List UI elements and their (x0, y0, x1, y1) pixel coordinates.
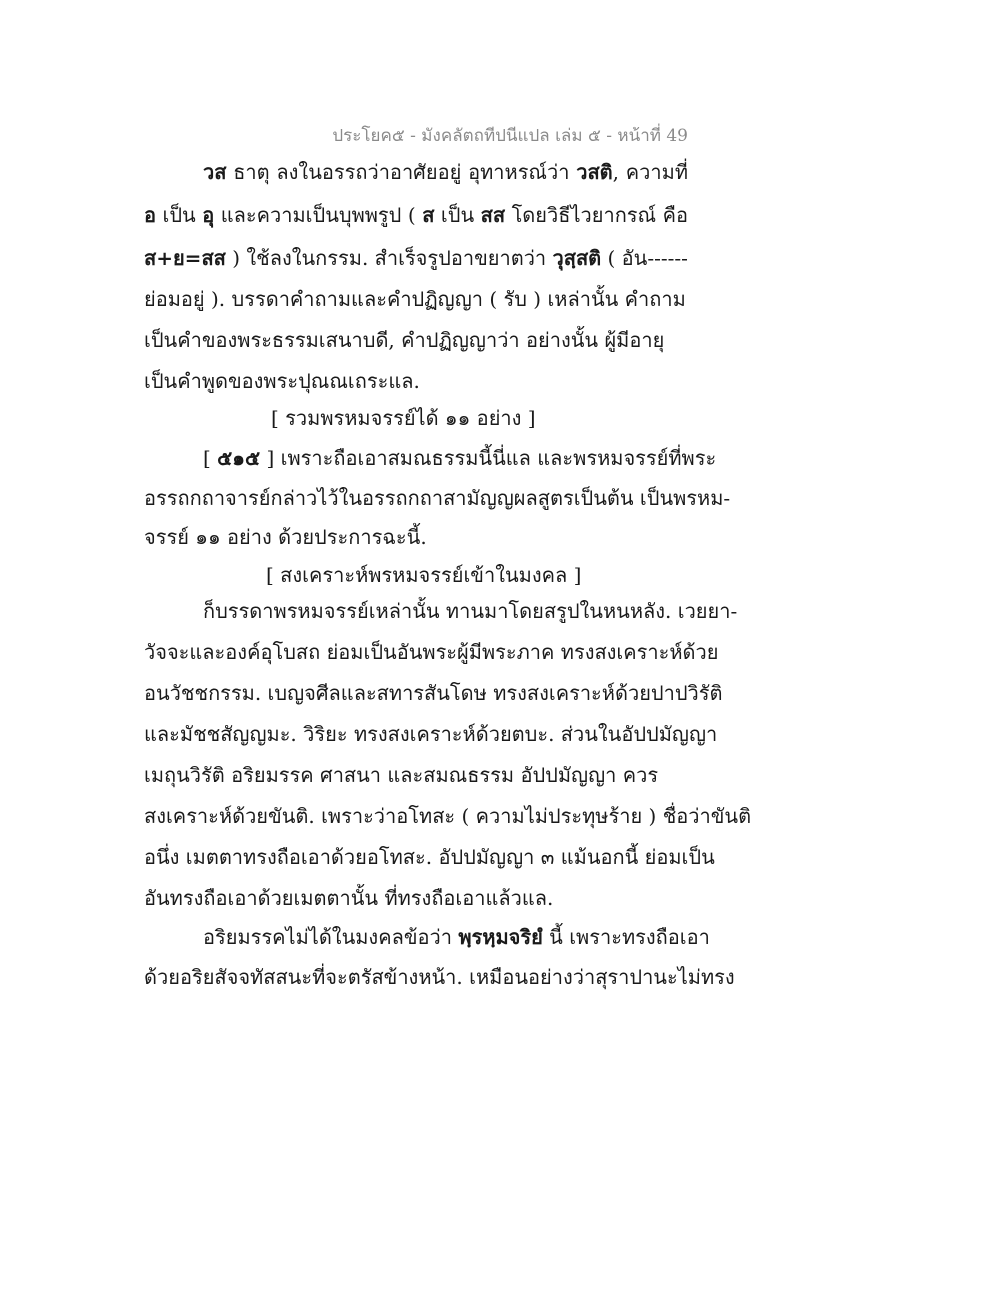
paragraph-2-line-1: [ ๕๑๕ ] เพราะถือเอาสมณธรรมนี้นี่แล และพรหมจรรย์ที่พระ (203, 446, 717, 470)
paragraph-3-line-1: ก็บรรดาพรหมจรรย์เหล่านั้น ทานมาโดยสรูปในหนหลัง. เวยยา- (203, 599, 738, 623)
section-heading-2: [ สงเคราะห์พรหมจรรย์เข้าในมงคล ] (266, 563, 582, 587)
paragraph-3-line-4: และมัชชสัญญมะ. วิริยะ ทรงสงเคราะห์ด้วยตบะ. ส่วนในอัปปมัญญา (144, 722, 718, 746)
paragraph-1-line-3: ส+ย=สส ) ใช้ลงในกรรม. สำเร็จรูปอาขยาตว่า วุสฺสติ ( อัน------ (144, 246, 688, 270)
bold-term: อุ (202, 203, 215, 227)
paragraph-1-line-6: เป็นคำพูดของพระปุณณเถระแล. (144, 369, 420, 393)
bold-term: วส (203, 160, 227, 184)
paragraph-3-line-8: อันทรงถือเอาด้วยเมตตานั้น ที่ทรงถือเอาแล้วแล. (144, 886, 554, 910)
paragraph-2-line-2: อรรถกถาจารย์กล่าวไว้ในอรรถกถาสามัญญผลสูตรเป็นต้น เป็นพรหม- (144, 486, 731, 510)
paragraph-3-line-5: เมถุนวิรัติ อริยมรรค ศาสนา และสมณธรรม อัปปมัญญา ควร (144, 763, 659, 787)
paragraph-1-line-1: วส ธาตุ ลงในอรรถว่าอาศัยอยู่ อุทาหรณ์ว่า วสติ, ความที่ (203, 160, 689, 184)
paragraph-3-line-3: อนวัชชกรรม. เบญจศีลและสทารสันโดษ ทรงสงเคราะห์ด้วยปาปวิรัติ (144, 681, 723, 705)
paragraph-4-line-1: อริยมรรคไม่ได้ในมงคลข้อว่า พฺรหฺมจริยํ นี้ เพราะทรงถือเอา (203, 925, 710, 949)
bold-term: พฺรหฺมจริยํ (458, 925, 543, 949)
bold-term: สส (480, 203, 506, 227)
paragraph-4-line-2: ด้วยอริยสัจจทัสสนะที่จะตรัสข้างหน้า. เหมือนอย่างว่าสุราปานะไม่ทรง (144, 965, 735, 989)
paragraph-1-line-2: อ เป็น อุ และความเป็นบุพพรูป ( ส เป็น สส โดยวิธีไวยากรณ์ คือ (144, 203, 688, 227)
bold-term: อ (144, 203, 157, 227)
paragraph-2-line-3: จรรย์ ๑๑ อย่าง ด้วยประการฉะนี้. (144, 525, 427, 549)
paragraph-number: ๕๑๕ (217, 446, 261, 470)
paragraph-1-line-4: ย่อมอยู่ ). บรรดาคำถามและคำปฏิญญา ( รับ ) เหล่านั้น คำถาม (144, 287, 686, 311)
bold-term: ส+ย=สส (144, 246, 226, 270)
paragraph-3-line-7: อนึ่ง เมตตาทรงถือเอาด้วยอโทสะ. อัปปมัญญา ๓ แม้นอกนี้ ย่อมเป็น (144, 845, 715, 869)
section-heading-1: [ รวมพรหมจรรย์ได้ ๑๑ อย่าง ] (271, 406, 536, 430)
running-head: ประโยค๕ - มังคลัตถทีปนีแปล เล่ม ๕ - หน้าที่ 49 (332, 126, 688, 146)
paragraph-1-line-5: เป็นคำของพระธรรมเสนาบดี, คำปฏิญญาว่า อย่างนั้น ผู้มีอายุ (144, 328, 665, 352)
paragraph-3-line-6: สงเคราะห์ด้วยขันติ. เพราะว่าอโทสะ ( ความไม่ประทุษร้าย ) ชื่อว่าขันติ (144, 804, 752, 828)
bold-term: ส (422, 203, 435, 227)
bold-term: วสติ (576, 160, 613, 184)
paragraph-3-line-2: วัจจะและองค์อุโบสถ ย่อมเป็นอันพระผู้มีพระภาค ทรงสงเคราะห์ด้วย (144, 640, 719, 664)
bold-term: วุสฺสติ (552, 246, 602, 270)
